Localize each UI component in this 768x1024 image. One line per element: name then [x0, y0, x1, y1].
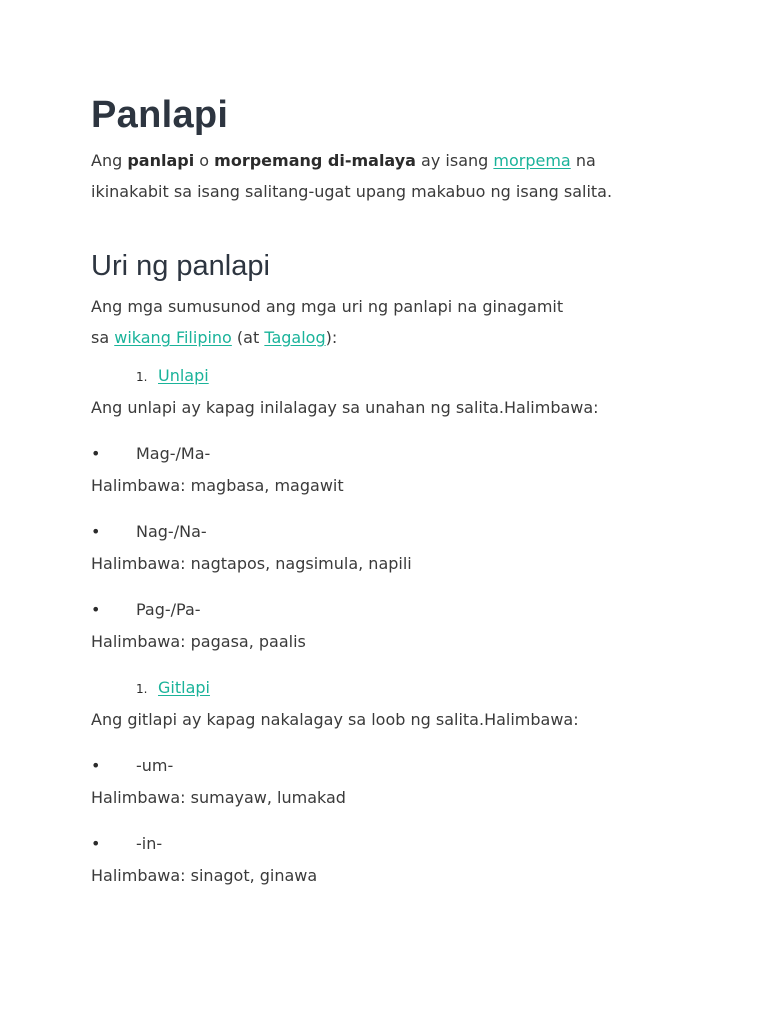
example-text: Halimbawa: sinagot, ginawa [91, 866, 318, 885]
intro-text: Ang [91, 151, 128, 170]
bold-term-morpemang: morpemang di-malaya [214, 151, 416, 170]
link-unlapi[interactable]: Unlapi [158, 366, 209, 385]
intro-line-2: ikinakabit sa isang salitang-ugat upang makabuo ng isang salita. [91, 182, 613, 201]
list-item [91, 834, 162, 853]
example-text: Halimbawa: nagtapos, nagsimula, napili [91, 554, 412, 573]
example-text: Halimbawa: sumayaw, lumakad [91, 788, 346, 807]
list-item [91, 756, 173, 775]
gitlapi-description: Ang gitlapi ay kapag nakalagay sa loob ng salita.Halimbawa: [91, 710, 579, 729]
unlapi-description: Ang unlapi ay kapag inilalagay sa unahan ng salita.Halimbawa: [91, 398, 599, 417]
list-number: 1. [136, 682, 148, 696]
affix-label: Pag-/Pa- [136, 600, 201, 619]
intro-text: o [194, 151, 215, 170]
section-paragraph [91, 291, 563, 353]
link-gitlapi[interactable]: Gitlapi [158, 678, 210, 697]
affix-label: -um- [136, 756, 174, 775]
section-line-1: Ang mga sumusunod ang mga uri ng panlapi na ginagamit [91, 297, 564, 316]
section-text: ): [325, 328, 338, 347]
bullet-icon: • [91, 444, 101, 463]
example-text: Halimbawa: magbasa, magawit [91, 476, 344, 495]
bullet-icon: • [91, 522, 101, 541]
link-morpema[interactable]: morpema [493, 151, 571, 170]
section-text: sa [91, 328, 115, 347]
bullet-icon: • [91, 834, 101, 853]
bullet-icon: • [91, 600, 101, 619]
intro-paragraph [91, 145, 612, 207]
bullet-icon: • [91, 756, 101, 775]
intro-text: na [570, 151, 596, 170]
bold-term-panlapi: panlapi [127, 151, 195, 170]
intro-text: ay isang [415, 151, 494, 170]
section-heading: Uri ng panlapi [91, 250, 270, 282]
list-item-unlapi [136, 366, 209, 385]
list-item [91, 600, 201, 619]
list-item-gitlapi [136, 678, 210, 697]
link-wikang-filipino[interactable]: wikang Filipino [114, 328, 232, 347]
example-text: Halimbawa: pagasa, paalis [91, 632, 306, 651]
list-item [91, 444, 210, 463]
affix-label: Mag-/Ma- [136, 444, 211, 463]
affix-label: -in- [136, 834, 163, 853]
list-number: 1. [136, 370, 148, 384]
list-item [91, 522, 207, 541]
link-tagalog[interactable]: Tagalog [264, 328, 326, 347]
page-title: Panlapi [91, 94, 229, 136]
section-text: (at [231, 328, 265, 347]
affix-label: Nag-/Na- [136, 522, 207, 541]
